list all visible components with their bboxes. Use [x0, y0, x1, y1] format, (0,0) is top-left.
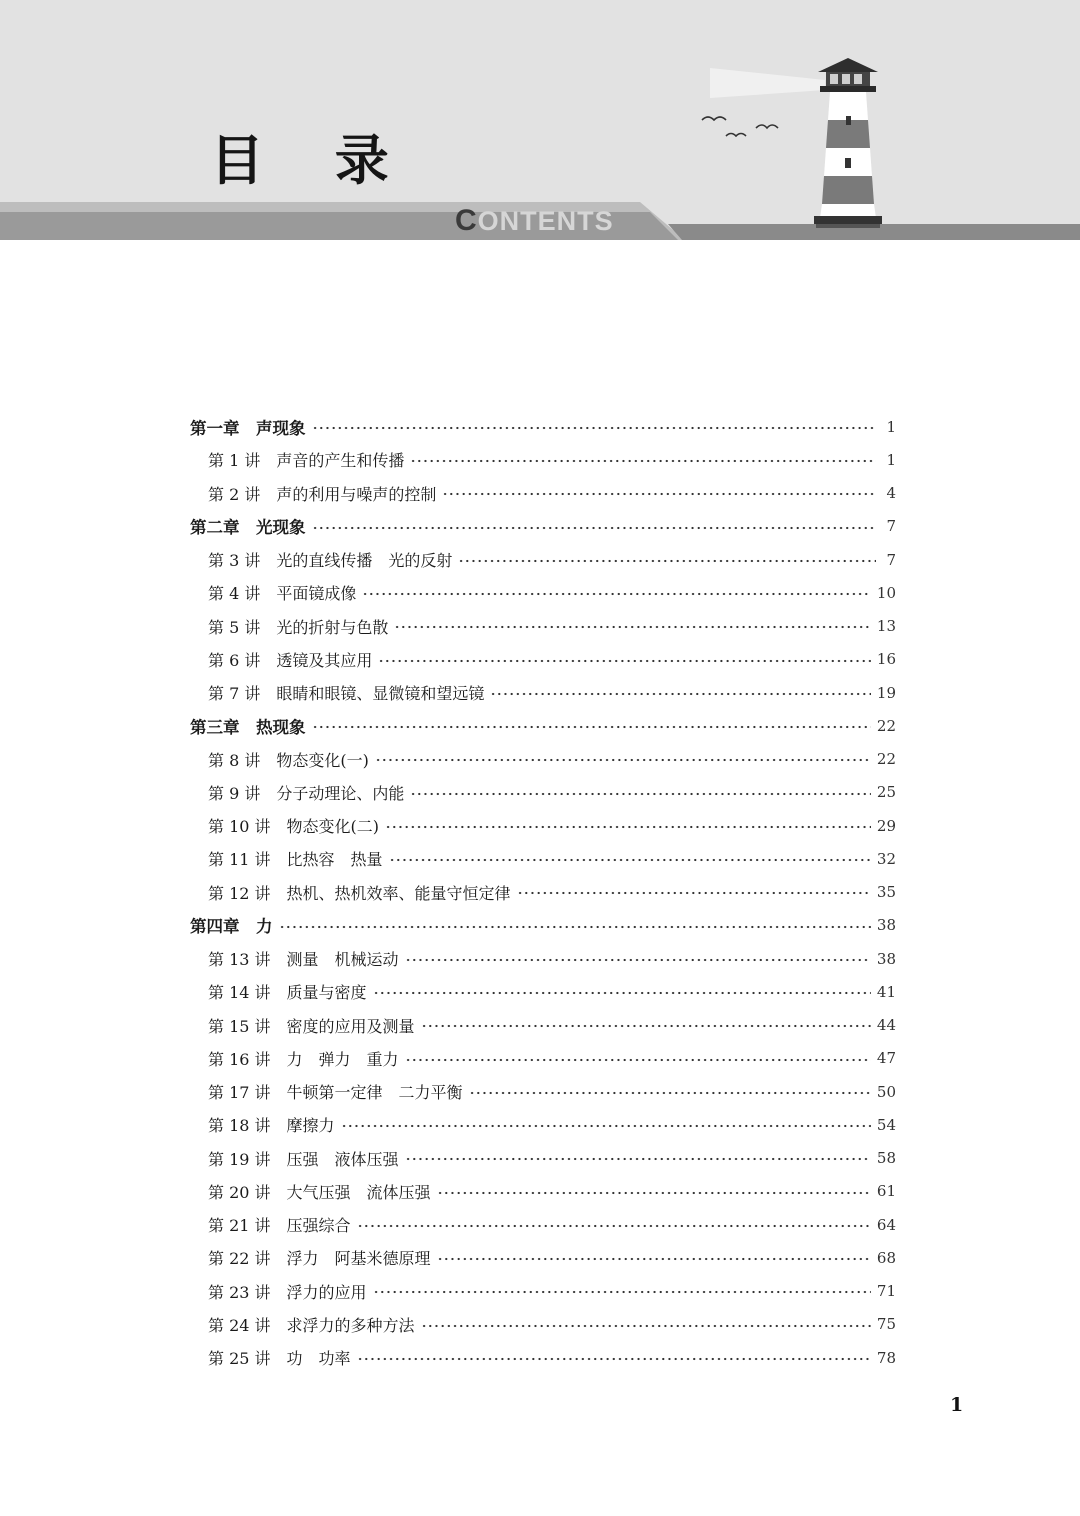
toc-entry-title: 第 3 讲 光的直线传播 光的反射	[208, 551, 453, 571]
toc-entry-title: 第 13 讲 测量 机械运动	[208, 950, 399, 970]
lighthouse-icon	[690, 50, 900, 240]
dot-leader	[312, 718, 871, 735]
toc-entry-title: 第 8 讲 物态变化(一)	[208, 750, 369, 770]
dot-leader	[385, 818, 871, 834]
toc-lecture-row	[190, 942, 896, 975]
toc-entry-title: 第 2 讲 声的利用与噪声的控制	[208, 484, 437, 504]
dot-leader	[405, 1050, 871, 1066]
dot-leader	[437, 1183, 871, 1199]
dot-leader	[442, 485, 876, 501]
dot-leader	[394, 618, 871, 634]
toc-lecture-row	[190, 676, 896, 709]
toc-entry-page: 35	[876, 883, 896, 902]
toc-lecture-row	[190, 1275, 896, 1308]
toc-chapter-row	[190, 510, 896, 543]
toc-entry-title: 第 11 讲 比热容 热量	[208, 850, 383, 870]
toc-chapter-row	[190, 909, 896, 942]
dot-leader	[410, 452, 876, 468]
toc-entry-title: 第 6 讲 透镜及其应用	[208, 650, 373, 670]
toc-entry-page: 41	[876, 982, 896, 1001]
toc-entry-page: 68	[876, 1248, 896, 1267]
toc-entry-page: 75	[876, 1315, 896, 1334]
toc-lecture-row	[190, 1075, 896, 1108]
dot-leader	[378, 651, 871, 667]
toc-entry-page: 25	[876, 783, 896, 802]
toc-lecture-row	[190, 776, 896, 809]
toc-entry-title: 第 18 讲 摩擦力	[208, 1116, 335, 1136]
dot-leader	[373, 984, 871, 1000]
toc-entry-page: 58	[876, 1149, 896, 1168]
toc-lecture-row	[190, 1108, 896, 1141]
contents-subtitle-rest: ONTENTS	[477, 206, 614, 236]
toc-entry-title: 第 20 讲 大气压强 流体压强	[208, 1182, 431, 1202]
toc-entry-page: 61	[876, 1182, 896, 1201]
dot-leader	[517, 884, 871, 900]
toc-entry-title: 第 23 讲 浮力的应用	[208, 1282, 367, 1302]
toc-entry-title: 第 1 讲 声音的产生和传播	[208, 451, 405, 471]
toc-entry-page: 44	[876, 1016, 896, 1035]
toc-entry-page: 1	[886, 450, 896, 469]
dot-leader	[312, 418, 877, 435]
toc-entry-title: 第 5 讲 光的折射与色散	[208, 617, 389, 637]
toc-entry-title: 第 7 讲 眼睛和眼镜、显微镜和望远镜	[208, 684, 485, 704]
toc-entry-title: 第 22 讲 浮力 阿基米德原理	[208, 1249, 431, 1269]
dot-leader	[357, 1217, 871, 1233]
dot-leader	[458, 552, 876, 568]
toc-entry-title: 第一章 声现象	[190, 418, 306, 438]
toc-lecture-row	[190, 576, 896, 609]
toc-entry-page: 1	[886, 417, 896, 436]
toc-entry-page: 22	[876, 716, 896, 735]
page-header	[0, 0, 1080, 240]
toc-entry-page: 7	[886, 550, 896, 569]
dot-leader	[421, 1017, 871, 1033]
dot-leader	[405, 1150, 871, 1166]
toc-lecture-row	[190, 743, 896, 776]
toc-entry-title: 第 14 讲 质量与密度	[208, 983, 367, 1003]
toc-entry-page: 29	[876, 816, 896, 835]
toc-chapter-row	[190, 410, 896, 443]
contents-subtitle	[455, 204, 614, 238]
dot-leader	[357, 1350, 871, 1366]
dot-leader	[362, 585, 871, 601]
toc-entry-title: 第 21 讲 压强综合	[208, 1216, 351, 1236]
toc-entry-page: 47	[876, 1049, 896, 1068]
toc-entry-title: 第二章 光现象	[190, 518, 306, 538]
contents-subtitle-first: C	[455, 204, 478, 237]
toc-entry-page: 78	[876, 1348, 896, 1367]
toc-entry-title: 第 17 讲 牛顿第一定律 二力平衡	[208, 1083, 463, 1103]
toc-entry-page: 38	[876, 949, 896, 968]
toc-lecture-row	[190, 809, 896, 842]
toc-lecture-row	[190, 1341, 896, 1374]
toc-entry-page: 71	[876, 1282, 896, 1301]
toc-entry-title: 第四章 力	[190, 917, 273, 937]
toc-lecture-row	[190, 610, 896, 643]
toc-chapter-row	[190, 709, 896, 742]
toc-entry-page: 54	[876, 1115, 896, 1134]
toc-lecture-row	[190, 1241, 896, 1274]
toc-lecture-row	[190, 842, 896, 875]
toc-entry-title: 第 25 讲 功 功率	[208, 1349, 351, 1369]
toc-entry-page: 38	[876, 916, 896, 935]
toc-entry-page: 4	[886, 484, 896, 503]
toc-entry-page: 16	[876, 650, 896, 669]
dot-leader	[373, 1283, 871, 1299]
toc-entry-page: 19	[876, 683, 896, 702]
toc-entry-title: 第 15 讲 密度的应用及测量	[208, 1016, 415, 1036]
dot-leader	[279, 917, 871, 934]
toc-entry-page: 64	[876, 1215, 896, 1234]
table-of-contents	[190, 410, 896, 1374]
dot-leader	[410, 784, 871, 800]
dot-leader	[469, 1084, 871, 1100]
toc-lecture-row	[190, 643, 896, 676]
dot-leader	[405, 951, 871, 967]
toc-lecture-row	[190, 1009, 896, 1042]
toc-entry-title: 第 4 讲 平面镜成像	[208, 584, 357, 604]
dot-leader	[490, 685, 871, 701]
toc-entry-page: 32	[876, 849, 896, 868]
dot-leader	[437, 1250, 871, 1266]
toc-entry-page: 7	[886, 517, 896, 536]
toc-entry-title: 第 16 讲 力 弹力 重力	[208, 1049, 399, 1069]
toc-lecture-row	[190, 1042, 896, 1075]
toc-lecture-row	[190, 477, 896, 510]
toc-entry-page: 13	[876, 617, 896, 636]
toc-entry-title: 第 19 讲 压强 液体压强	[208, 1149, 399, 1169]
toc-lecture-row	[190, 1208, 896, 1241]
dot-leader	[375, 751, 871, 767]
dot-leader	[312, 518, 877, 535]
toc-lecture-row	[190, 543, 896, 576]
toc-lecture-row	[190, 975, 896, 1008]
toc-entry-title: 第 12 讲 热机、热机效率、能量守恒定律	[208, 883, 511, 903]
toc-entry-page: 10	[876, 583, 896, 602]
toc-lecture-row	[190, 443, 896, 476]
page-number: 1	[950, 1394, 964, 1416]
toc-entry-page: 50	[876, 1082, 896, 1101]
toc-entry-title: 第 24 讲 求浮力的多种方法	[208, 1315, 415, 1335]
toc-entry-title: 第三章 热现象	[190, 717, 306, 737]
toc-lecture-row	[190, 1142, 896, 1175]
page-title: 目 录	[210, 129, 415, 192]
dot-leader	[341, 1117, 871, 1133]
toc-lecture-row	[190, 1308, 896, 1341]
dot-leader	[421, 1316, 871, 1332]
dot-leader	[389, 851, 871, 867]
toc-entry-title: 第 9 讲 分子动理论、内能	[208, 783, 405, 803]
toc-entry-title: 第 10 讲 物态变化(二)	[208, 817, 380, 837]
toc-entry-page: 22	[876, 750, 896, 769]
toc-lecture-row	[190, 876, 896, 909]
toc-lecture-row	[190, 1175, 896, 1208]
